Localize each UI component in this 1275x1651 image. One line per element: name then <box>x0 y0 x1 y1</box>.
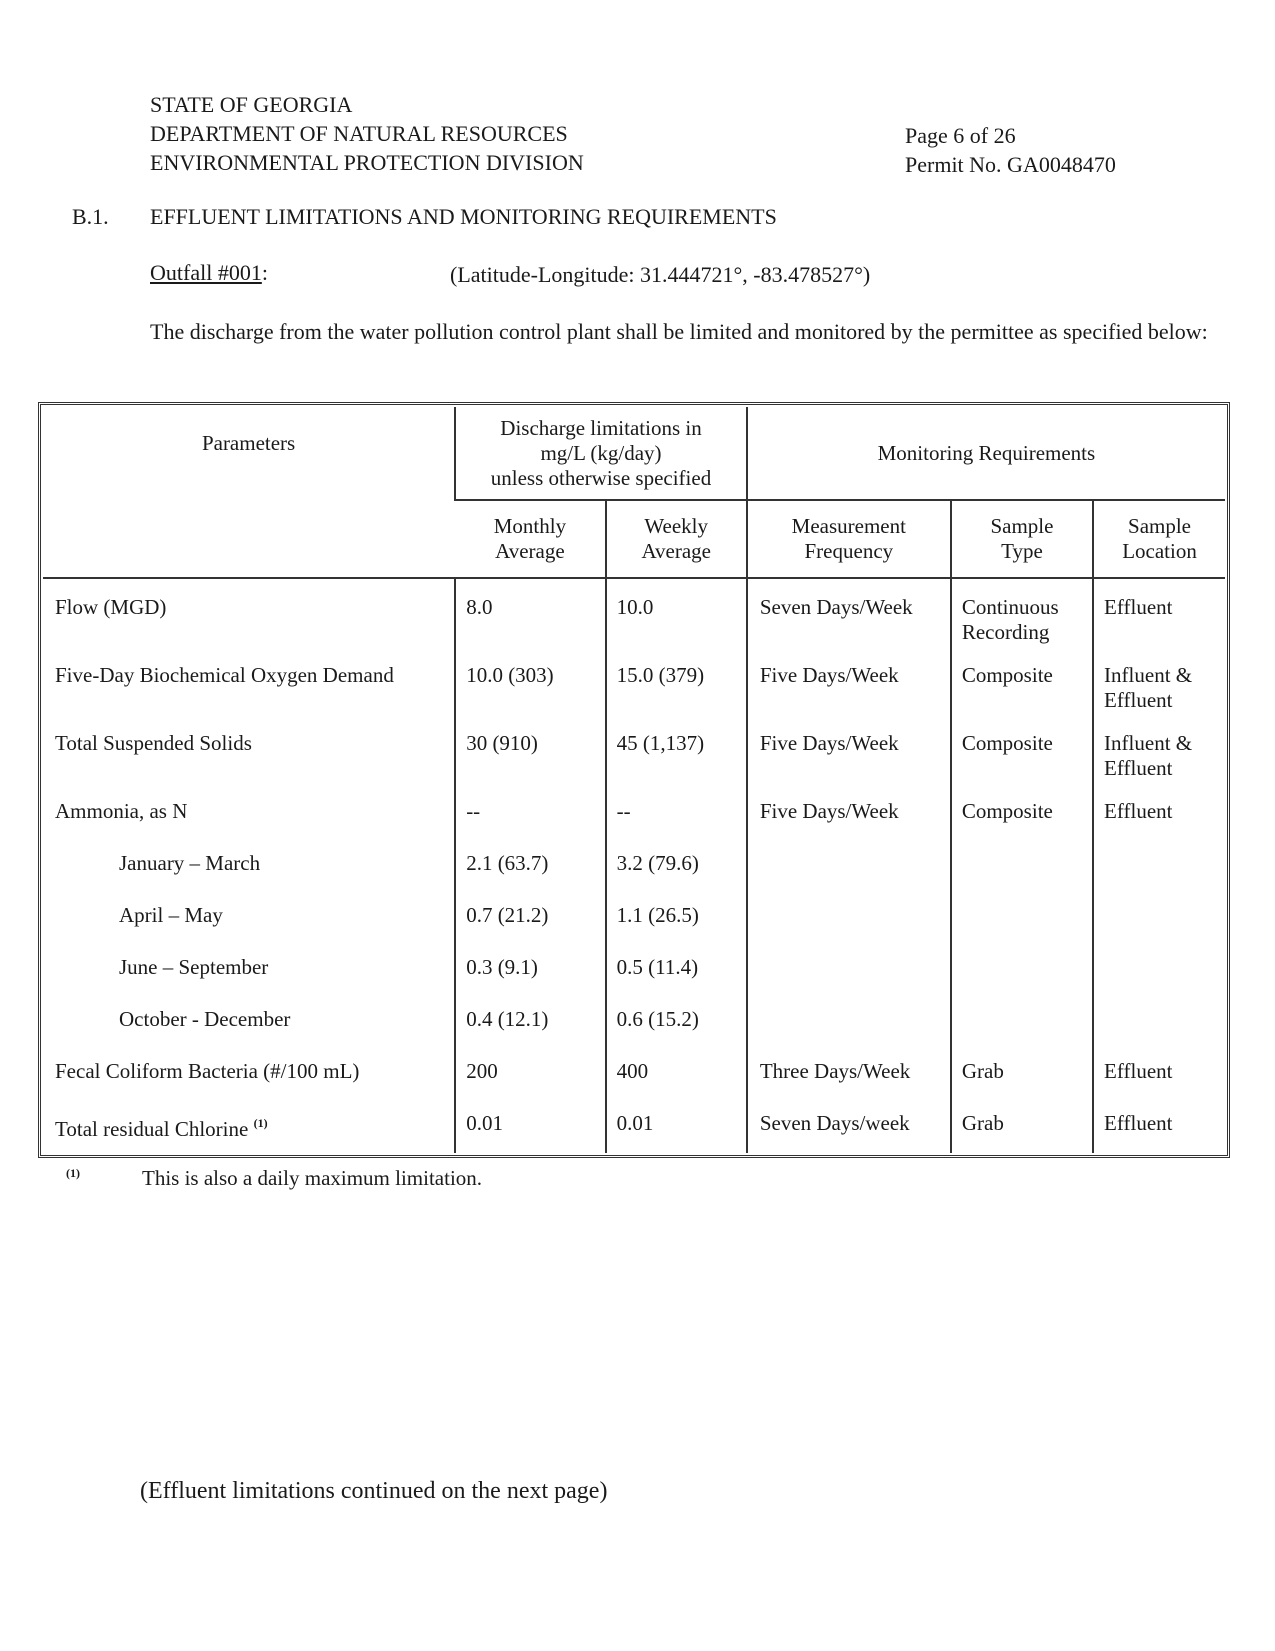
cell-frequency <box>747 945 951 997</box>
cell-parameter <box>43 1101 455 1153</box>
cell-parameter-season: January – March <box>119 851 261 875</box>
header-monthly-average: Monthly Average <box>455 500 605 578</box>
cell-monthly: 8.0 <box>455 578 605 653</box>
table-row <box>43 997 1225 1049</box>
permit-number: Permit No. GA0048470 <box>905 152 1116 177</box>
header-monitoring-requirements: Monitoring Requirements <box>747 407 1225 500</box>
table-row <box>43 789 1225 841</box>
table-row <box>43 945 1225 997</box>
header-measurement-frequency: Measurement Frequency <box>747 500 951 578</box>
cell-sample-location: Effluent <box>1093 578 1225 653</box>
cell-monthly: 2.1 (63.7) <box>455 841 605 893</box>
cell-weekly: 10.0 <box>606 578 747 653</box>
table-header-row-1 <box>43 407 1225 500</box>
cell-parameter-season: June – September <box>119 955 269 979</box>
header-discharge-limitations: Discharge limitations in mg/L (kg/day) unless otherwise specified <box>455 407 747 500</box>
cell-weekly: 400 <box>606 1049 747 1101</box>
cell-weekly: 1.1 (26.5) <box>606 893 747 945</box>
cell-parameter: Fecal Coliform Bacteria (#/100 mL) <box>55 1059 360 1083</box>
cell-sample-type: Continuous Recording <box>951 578 1093 653</box>
cell-monthly: -- <box>455 789 605 841</box>
cell-monthly: 0.3 (9.1) <box>455 945 605 997</box>
outfall-name: Outfall #001 <box>150 260 262 285</box>
cell-parameter-season: October - December <box>119 1007 291 1031</box>
cell-sample-type <box>951 997 1093 1049</box>
cell-monthly: 0.01 <box>455 1101 605 1153</box>
cell-parameter-season: April – May <box>119 903 223 927</box>
cell-frequency <box>747 893 951 945</box>
cell-sample-location: Effluent <box>1093 789 1225 841</box>
cell-sample-type <box>951 945 1093 997</box>
cell-weekly: 45 (1,137) <box>606 721 747 789</box>
table-row <box>43 1049 1225 1101</box>
cell-weekly: 3.2 (79.6) <box>606 841 747 893</box>
cell-sample-type: Grab <box>951 1049 1093 1101</box>
cell-sample-location <box>1093 841 1225 893</box>
cell-frequency <box>747 997 951 1049</box>
footnote-reference: (1) <box>253 1116 268 1130</box>
cell-frequency <box>747 841 951 893</box>
header-sample-location: Sample Location <box>1093 500 1225 578</box>
cell-monthly: 10.0 (303) <box>455 653 605 721</box>
cell-weekly: 0.01 <box>606 1101 747 1153</box>
agency-line-state: STATE OF GEORGIA <box>150 92 353 117</box>
cell-parameter: Five-Day Biochemical Oxygen Demand <box>55 663 394 687</box>
outfall-label <box>150 260 268 286</box>
table-row <box>43 841 1225 893</box>
header-weekly-average: Weekly Average <box>606 500 747 578</box>
continued-note: (Effluent limitations continued on the next page) <box>140 1478 608 1504</box>
agency-line-department: DEPARTMENT OF NATURAL RESOURCES <box>150 121 568 146</box>
cell-parameter: Total Suspended Solids <box>55 731 252 755</box>
header-parameters: Parameters <box>43 407 455 578</box>
cell-frequency: Seven Days/week <box>747 1101 951 1153</box>
section-title: EFFLUENT LIMITATIONS AND MONITORING REQUIREMENTS <box>150 204 777 229</box>
cell-weekly: -- <box>606 789 747 841</box>
cell-sample-location: Influent & Effluent <box>1093 721 1225 789</box>
page-number: Page 6 of 26 <box>905 123 1016 148</box>
cell-sample-location: Effluent <box>1093 1049 1225 1101</box>
cell-frequency: Seven Days/Week <box>747 578 951 653</box>
page-info <box>905 121 1116 179</box>
table-row <box>43 721 1225 789</box>
cell-frequency: Five Days/Week <box>747 789 951 841</box>
cell-weekly: 15.0 (379) <box>606 653 747 721</box>
effluent-limits-table <box>43 407 1225 1153</box>
section-number: B.1. <box>72 204 109 229</box>
footnote-text: This is also a daily maximum limitation. <box>142 1166 483 1190</box>
cell-frequency: Five Days/Week <box>747 721 951 789</box>
cell-monthly: 30 (910) <box>455 721 605 789</box>
cell-parameter: Ammonia, as N <box>55 799 188 823</box>
agency-header <box>150 90 584 177</box>
cell-monthly: 0.4 (12.1) <box>455 997 605 1049</box>
cell-sample-location <box>1093 997 1225 1049</box>
cell-parameter: Flow (MGD) <box>55 595 167 619</box>
table-row <box>43 653 1225 721</box>
outfall-colon: : <box>261 260 268 285</box>
cell-sample-location <box>1093 945 1225 997</box>
intro-paragraph: The discharge from the water pollution control plant shall be limited and monitored by the permittee as specified below: <box>150 319 1208 344</box>
cell-sample-location: Effluent <box>1093 1101 1225 1153</box>
cell-sample-type: Composite <box>951 721 1093 789</box>
cell-frequency: Five Days/Week <box>747 653 951 721</box>
cell-sample-type: Grab <box>951 1101 1093 1153</box>
cell-sample-type <box>951 893 1093 945</box>
cell-frequency: Three Days/Week <box>747 1049 951 1101</box>
table-row <box>43 1101 1225 1153</box>
outfall-coordinates: (Latitude-Longitude: 31.444721°, -83.478527°) <box>450 262 871 287</box>
cell-sample-type: Composite <box>951 653 1093 721</box>
section-heading <box>72 204 777 230</box>
cell-sample-type: Composite <box>951 789 1093 841</box>
footnote-mark: (1) <box>66 1166 80 1180</box>
cell-monthly: 0.7 (21.2) <box>455 893 605 945</box>
effluent-limits-table-frame <box>38 402 1230 1158</box>
header-sample-type: Sample Type <box>951 500 1093 578</box>
table-row <box>43 578 1225 653</box>
cell-weekly: 0.6 (15.2) <box>606 997 747 1049</box>
cell-weekly: 0.5 (11.4) <box>606 945 747 997</box>
agency-line-division: ENVIRONMENTAL PROTECTION DIVISION <box>150 150 584 175</box>
parameter-text: Total residual Chlorine <box>55 1117 249 1141</box>
cell-sample-type <box>951 841 1093 893</box>
cell-sample-location: Influent & Effluent <box>1093 653 1225 721</box>
table-row <box>43 893 1225 945</box>
cell-monthly: 200 <box>455 1049 605 1101</box>
cell-sample-location <box>1093 893 1225 945</box>
